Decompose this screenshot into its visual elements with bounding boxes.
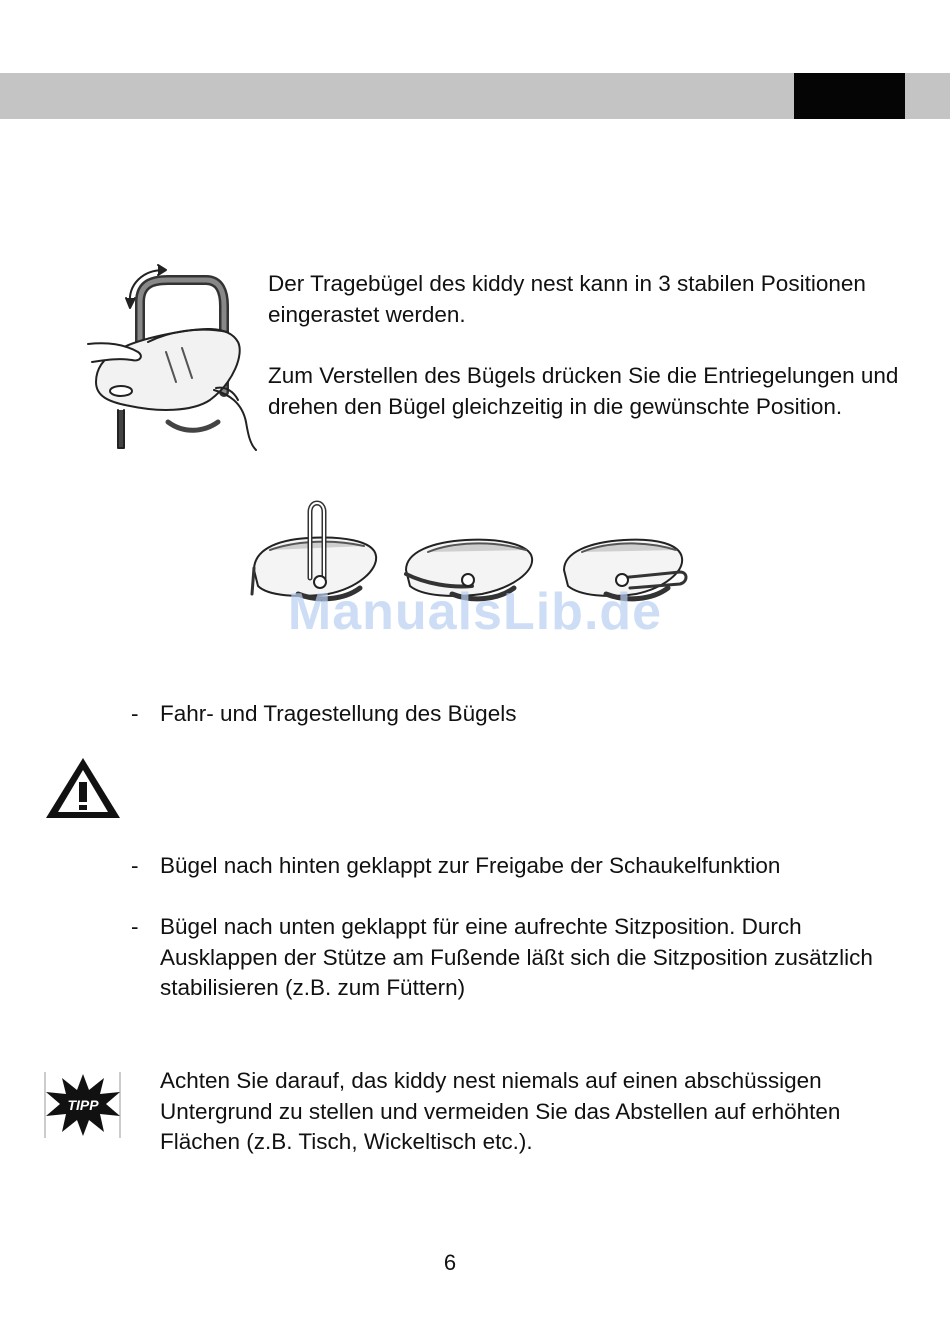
list-bullet-2: - [131, 853, 139, 878]
intro-paragraph-2: Zum Verstellen des Bügels drücken Sie die Entriegelungen und drehen den Bügel gleichzeitig in die gewünschte Position. [268, 363, 899, 419]
tipp-starburst-icon [44, 1072, 122, 1138]
list-item-2: Bügel nach hinten geklappt zur Freigabe der Schaukelfunktion [160, 853, 781, 878]
warning-triangle-icon [44, 756, 122, 820]
list-item-1: Fahr- und Tragestellung des Bügels [160, 701, 517, 726]
watermark: ManualsLib.de [287, 583, 663, 641]
list-bullet-3: - [131, 914, 139, 939]
tipp-badge-label: TIPP [67, 1097, 99, 1113]
tip-text: Achten Sie darauf, das kiddy nest niemals auf einen abschüssigen Untergrund zu stellen und vermeiden Sie das Abstellen auf erhöhten Flächen (z.B. Tisch, Wickeltisch etc.). [160, 1068, 841, 1155]
list-bullet-1: - [131, 701, 139, 726]
list-item-3: Bügel nach unten geklappt für eine aufrechte Sitzposition. Durch Ausklappen der Stütze am Fußende läßt sich die Sitzposition zusätzlich stabilisieren (z.B. zum Füttern) [160, 914, 873, 1001]
header-tab-marker [794, 73, 905, 119]
intro-paragraph-1: Der Tragebügel des kiddy nest kann in 3 stabilen Positionen eingerastet werden. [268, 271, 866, 327]
carrier-handle-adjust-illustration [88, 262, 258, 452]
page-number: 6 [443, 1250, 457, 1275]
